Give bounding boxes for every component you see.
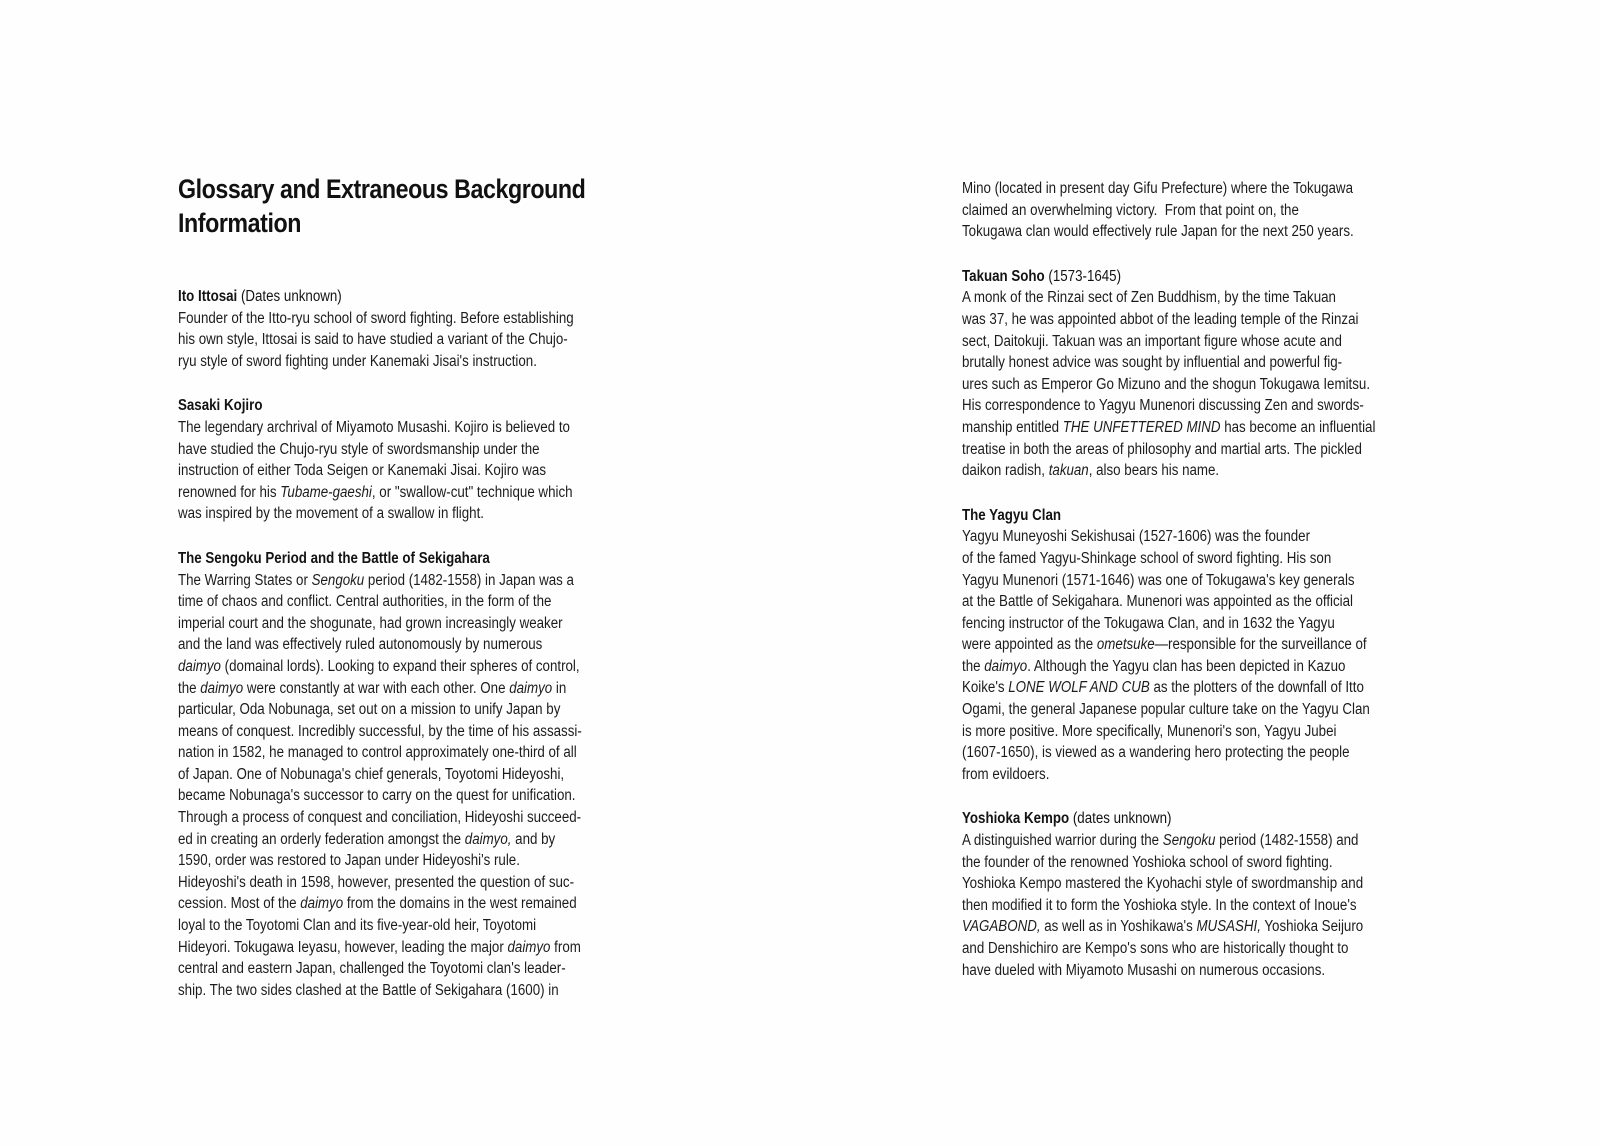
text-run: The Warring States or — [178, 571, 312, 589]
text-run: Through a process of conquest and conciliation, Hideyoshi succeed- — [178, 809, 582, 827]
text-line — [178, 656, 660, 678]
text-line — [178, 721, 660, 743]
text-run: (dates unknown) — [1069, 810, 1172, 828]
text-line — [962, 526, 1444, 548]
text-run: the — [962, 657, 985, 675]
text-run: was 37, he was appointed abbot of the leading temple of the Rinzai — [962, 310, 1359, 328]
text-line — [962, 656, 1444, 678]
text-line — [962, 721, 1444, 743]
text-line — [178, 980, 660, 1002]
italic-term: daimyo — [984, 657, 1028, 675]
text-run: time of chaos and conflict. Central authorities, in the form of the — [178, 593, 552, 611]
text-line — [178, 351, 660, 373]
text-line — [962, 677, 1444, 699]
italic-term: Sengoku — [311, 571, 365, 589]
text-run: became Nobunaga's successor to carry on the quest for unification. — [178, 787, 576, 805]
text-line — [178, 678, 660, 700]
text-line — [962, 938, 1444, 960]
text-run: were appointed as the — [962, 636, 1097, 654]
text-line — [178, 915, 660, 937]
text-run: Yagyu Munenori (1571-1646) was one of Tokugawa's key generals — [962, 571, 1355, 589]
text-run: Ito Ittosai — [178, 288, 238, 305]
text-run: imperial court and the shogunate, had grown increasingly weaker — [178, 614, 563, 632]
text-line — [962, 352, 1444, 374]
text-line — [962, 331, 1444, 353]
text-line — [962, 287, 1444, 309]
text-run: and the land was effectively ruled autonomously by numerous — [178, 636, 543, 654]
text-run: —responsible for the surveillance of — [1154, 636, 1367, 654]
text-line — [962, 960, 1444, 982]
text-run: as the plotters of the downfall of Itto — [1149, 679, 1364, 697]
text-line — [178, 634, 660, 656]
italic-term: ometsuke — [1096, 636, 1155, 654]
italic-term: THE UNFETTERED MIND — [1062, 418, 1221, 436]
text-line — [178, 439, 660, 461]
text-run: . Although the Yagyu clan has been depicted in Kazuo — [1027, 657, 1346, 675]
text-run: treatise in both the areas of philosophy and martial arts. The pickled — [962, 440, 1362, 458]
text-line — [178, 958, 660, 980]
text-run: the — [178, 679, 201, 697]
text-run: A monk of the Rinzai sect of Zen Buddhism, by the time Takuan — [962, 289, 1336, 307]
text-run: from the domains in the west remained — [343, 895, 577, 913]
section-heading — [178, 395, 660, 417]
page-title — [178, 172, 660, 240]
text-run: manship entitled — [962, 418, 1063, 436]
text-line — [178, 699, 660, 721]
text-run: Yoshioka Seijuro — [1260, 918, 1364, 936]
italic-term: daimyo — [507, 938, 551, 956]
text-run: Yoshioka Kempo mastered the Kyohachi style of swordmanship and — [962, 875, 1364, 893]
text-run: central and eastern Japan, challenged the Toyotomi clan's leader- — [178, 960, 566, 978]
text-run: and by — [511, 830, 556, 848]
text-line — [962, 613, 1444, 635]
text-run: The Sengoku Period and the Battle of Sekigahara — [178, 549, 490, 567]
text-run: particular, Oda Nobunaga, set out on a mission to unify Japan by — [178, 701, 561, 719]
text-run: (1573-1645) — [1044, 267, 1122, 285]
glossary-section — [962, 505, 1444, 786]
text-line — [962, 742, 1444, 764]
text-run: (domainal lords). Looking to expand their spheres of control, — [220, 657, 580, 675]
text-run: loyal to the Toyotomi Clan and its five-year-old heir, Toyotomi — [178, 917, 537, 935]
text-run: were constantly at war with each other. One — [243, 679, 510, 697]
text-run: Koike's — [962, 679, 1009, 697]
text-run: (Dates unknown) — [237, 288, 342, 305]
text-run: was inspired by the movement of a swallow in flight. — [178, 505, 484, 523]
text-run: ryu style of sword fighting under Kanemaki Jisai's instruction. — [178, 352, 537, 370]
text-line — [178, 482, 660, 504]
text-line — [962, 852, 1444, 874]
section-heading — [178, 548, 660, 570]
text-line — [962, 699, 1444, 721]
section-heading — [178, 286, 660, 308]
text-run: Mino (located in present day Gifu Prefecture) where the Tokugawa — [962, 180, 1353, 197]
text-run: Ogami, the general Japanese popular culture take on the Yagyu Clan — [962, 701, 1370, 719]
text-run: have studied the Chujo-ryu style of swordsmanship under the — [178, 440, 540, 458]
text-line — [962, 460, 1444, 482]
section-heading — [962, 505, 1444, 527]
text-line — [962, 221, 1444, 243]
section-heading — [962, 808, 1444, 830]
text-run: at the Battle of Sekigahara. Munenori was appointed as the official — [962, 593, 1354, 611]
text-run: have dueled with Miyamoto Musashi on numerous occasions. — [962, 961, 1326, 979]
text-line — [962, 570, 1444, 592]
text-line — [962, 178, 1444, 200]
italic-term: Sengoku — [1162, 832, 1216, 850]
glossary-section — [178, 286, 660, 372]
text-line — [178, 893, 660, 915]
text-run: of the famed Yagyu-Shinkage school of sword fighting. His son — [962, 549, 1332, 567]
text-line — [962, 374, 1444, 396]
text-line — [962, 591, 1444, 613]
glossary-section — [178, 395, 660, 525]
italic-term: MUSASHI, — [1196, 918, 1261, 936]
text-run: the founder of the renowned Yoshioka school of sword fighting. — [962, 853, 1333, 871]
text-run: fencing instructor of the Tokugawa Clan, and in 1632 the Yagyu — [962, 614, 1335, 632]
page-title-line-1: Glossary and Extraneous Background — [178, 174, 586, 204]
text-run: ship. The two sides clashed at the Battle of Sekigahara (1600) in — [178, 981, 559, 999]
text-run: his own style, Ittosai is said to have studied a variant of the Chujo- — [178, 331, 568, 349]
text-line — [178, 613, 660, 635]
text-run: brutally honest advice was sought by influential and powerful fig- — [962, 354, 1343, 372]
text-line — [178, 460, 660, 482]
text-line — [178, 829, 660, 851]
text-line — [962, 830, 1444, 852]
page-title-line-2: Information — [178, 208, 301, 238]
text-line — [962, 895, 1444, 917]
text-line — [178, 807, 660, 829]
text-run: cession. Most of the — [178, 895, 301, 913]
text-run: , also bears his name. — [1088, 462, 1220, 480]
text-line — [178, 308, 660, 330]
text-line — [178, 503, 660, 525]
text-line — [962, 916, 1444, 938]
text-line — [962, 873, 1444, 895]
text-line — [962, 764, 1444, 786]
italic-term: daimyo, — [464, 830, 512, 848]
text-run: Hideyoshi's death in 1598, however, presented the question of suc- — [178, 873, 575, 891]
text-run: Yoshioka Kempo — [962, 810, 1070, 828]
text-run: in — [552, 679, 567, 697]
text-line — [178, 570, 660, 592]
italic-term: VAGABOND, — [962, 918, 1041, 936]
glossary-section — [962, 266, 1444, 482]
text-line — [178, 937, 660, 959]
text-run: Tokugawa clan would effectively rule Japan for the next 250 years. — [962, 223, 1354, 241]
text-line — [178, 591, 660, 613]
text-run: means of conquest. Incredibly successful, by the time of his assassi- — [178, 722, 582, 740]
italic-term: Tubame-gaeshi — [280, 483, 372, 501]
left-sections — [178, 286, 660, 1001]
text-run: renowned for his — [178, 483, 281, 501]
text-run: from evildoers. — [962, 765, 1050, 783]
text-run: 1590, order was restored to Japan under Hideyoshi's rule. — [178, 852, 520, 870]
glossary-section — [962, 178, 1444, 243]
text-run: ed in creating an orderly federation amongst the — [178, 830, 465, 848]
italic-term: daimyo — [509, 679, 553, 697]
glossary-section — [962, 808, 1444, 981]
text-run: has become an influential — [1220, 418, 1376, 436]
text-run: from — [550, 938, 581, 956]
text-run: sect, Daitokuji. Takuan was an important figure whose acute and — [962, 332, 1342, 350]
text-run: (1607-1650), is viewed as a wandering hero protecting the people — [962, 744, 1350, 762]
text-run: The legendary archrival of Miyamoto Musashi. Kojiro is believed to — [178, 418, 570, 436]
text-line — [178, 850, 660, 872]
italic-term: LONE WOLF AND CUB — [1008, 679, 1150, 697]
right-column — [962, 178, 1444, 981]
text-run: period (1482-1558) in Japan was a — [364, 571, 574, 589]
right-sections — [962, 178, 1444, 981]
text-line — [962, 548, 1444, 570]
section-heading — [962, 266, 1444, 288]
text-run: claimed an overwhelming victory. From that point on, the — [962, 201, 1299, 219]
text-run: of Japan. One of Nobunaga's chief generals, Toyotomi Hideyoshi, — [178, 765, 565, 783]
text-run: A distinguished warrior during the — [962, 832, 1163, 850]
text-run: is more positive. More specifically, Munenori's son, Yagyu Jubei — [962, 722, 1337, 740]
text-run: The Yagyu Clan — [962, 506, 1062, 524]
text-line — [178, 742, 660, 764]
text-run: period (1482-1558) and — [1215, 832, 1359, 850]
text-line — [962, 417, 1444, 439]
text-line — [178, 785, 660, 807]
text-line — [178, 872, 660, 894]
text-line — [178, 417, 660, 439]
text-run: as well as in Yoshikawa's — [1040, 918, 1197, 936]
text-line — [178, 764, 660, 786]
italic-term: daimyo — [200, 679, 244, 697]
text-run: instruction of either Toda Seigen or Kanemaki Jisai. Kojiro was — [178, 462, 547, 480]
italic-term: daimyo — [300, 895, 344, 913]
text-line — [962, 634, 1444, 656]
text-run: ures such as Emperor Go Mizuno and the shogun Tokugawa Iemitsu. — [962, 375, 1371, 393]
text-run: daikon radish, — [962, 462, 1049, 480]
text-run: Founder of the Itto-ryu school of sword fighting. Before establishing — [178, 309, 574, 327]
text-run: then modified it to form the Yoshioka style. In the context of Inoue's — [962, 896, 1357, 914]
text-line — [962, 439, 1444, 461]
text-line — [962, 200, 1444, 222]
left-column — [178, 172, 660, 1001]
text-run: Sasaki Kojiro — [178, 397, 263, 415]
glossary-section — [178, 548, 660, 1001]
text-run: His correspondence to Yagyu Munenori discussing Zen and swords- — [962, 397, 1364, 415]
text-run: Hideyori. Tokugawa Ieyasu, however, leading the major — [178, 938, 508, 956]
text-line — [178, 329, 660, 351]
text-run: nation in 1582, he managed to control approximately one-third of all — [178, 744, 577, 762]
italic-term: takuan — [1048, 462, 1089, 480]
text-run: Takuan Soho — [962, 267, 1045, 285]
text-run: , or "swallow-cut" technique which — [371, 483, 573, 501]
text-line — [962, 309, 1444, 331]
text-run: Yagyu Muneyoshi Sekishusai (1527-1606) was the founder — [962, 528, 1311, 546]
italic-term: daimyo — [178, 657, 221, 675]
text-line — [962, 395, 1444, 417]
text-run: and Denshichiro are Kempo's sons who are historically thought to — [962, 940, 1349, 957]
